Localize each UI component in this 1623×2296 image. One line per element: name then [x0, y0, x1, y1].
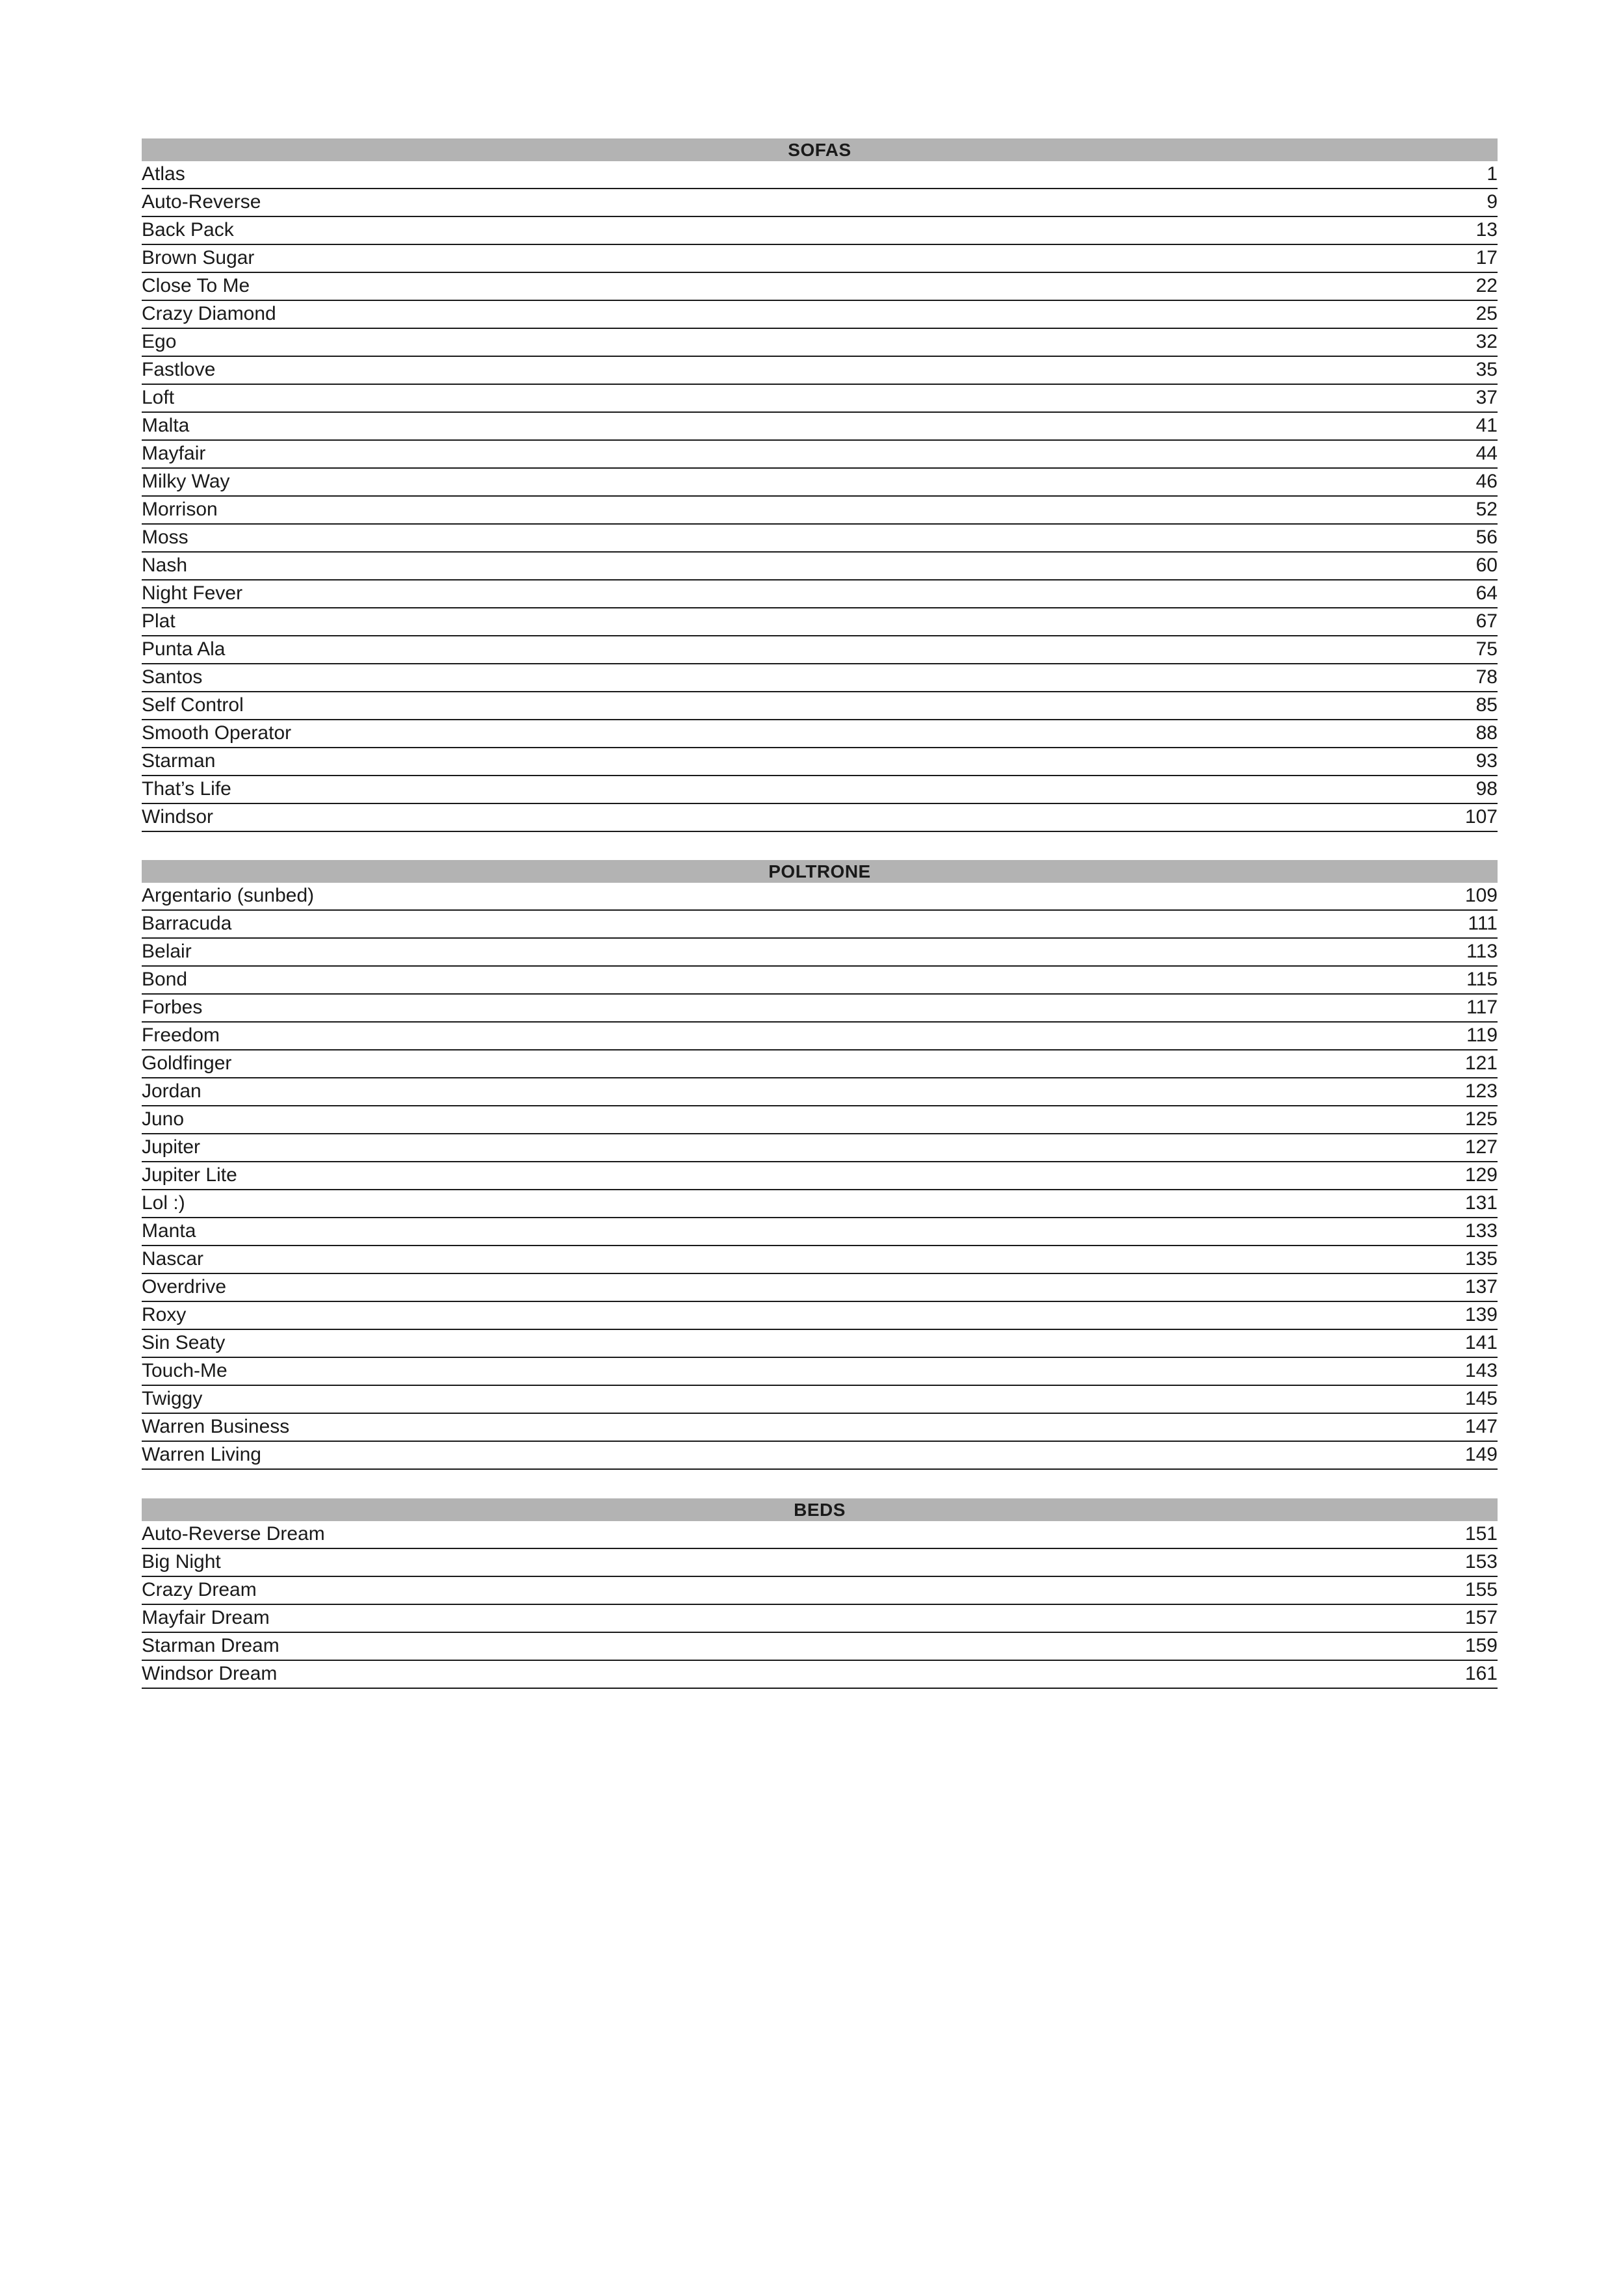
page-number: 145 — [1464, 1388, 1498, 1409]
item-name: Plat — [142, 610, 175, 632]
item-name: Roxy — [142, 1304, 187, 1325]
page-number: 109 — [1464, 885, 1498, 906]
item-name: Back Pack — [142, 219, 234, 241]
page-number: 37 — [1475, 387, 1498, 408]
item-name: Windsor Dream — [142, 1663, 278, 1684]
page-number: 98 — [1475, 778, 1498, 800]
index-row — [142, 1549, 1498, 1577]
item-name: Crazy Dream — [142, 1579, 257, 1600]
index-row — [142, 1162, 1498, 1190]
page-number: 137 — [1464, 1276, 1498, 1298]
item-name: Warren Business — [142, 1416, 290, 1437]
page-number: 22 — [1475, 275, 1498, 296]
index-row — [142, 1442, 1498, 1470]
page-number: 9 — [1487, 191, 1498, 213]
item-name: Smooth Operator — [142, 722, 292, 744]
section-header-sofas: SOFAS — [142, 138, 1498, 161]
index-row — [142, 883, 1498, 911]
index-row — [142, 301, 1498, 329]
item-name: Jordan — [142, 1080, 201, 1102]
item-name: Malta — [142, 415, 190, 436]
page-number: 151 — [1464, 1523, 1498, 1545]
page-number: 113 — [1466, 941, 1498, 962]
page-number: 44 — [1475, 443, 1498, 464]
index-row — [142, 357, 1498, 385]
index-row — [142, 217, 1498, 245]
index-row — [142, 967, 1498, 995]
index-row — [142, 413, 1498, 441]
index-row — [142, 273, 1498, 301]
page-number: 46 — [1475, 471, 1498, 492]
item-name: Jupiter Lite — [142, 1164, 237, 1186]
page-number: 131 — [1464, 1192, 1498, 1214]
index-row — [142, 911, 1498, 939]
index-row — [142, 776, 1498, 804]
index-row — [142, 1050, 1498, 1078]
page-number: 60 — [1475, 554, 1498, 576]
index-row — [142, 1330, 1498, 1358]
index-row — [142, 525, 1498, 553]
index-row — [142, 1605, 1498, 1633]
index-row — [142, 1386, 1498, 1414]
page-number: 85 — [1475, 694, 1498, 716]
item-name: Moss — [142, 527, 188, 548]
page-number: 149 — [1464, 1444, 1498, 1465]
item-name: Mayfair Dream — [142, 1607, 270, 1628]
item-name: Morrison — [142, 499, 218, 520]
index-row — [142, 1633, 1498, 1661]
item-name: Santos — [142, 666, 203, 688]
item-name: Twiggy — [142, 1388, 203, 1409]
index-row — [142, 1661, 1498, 1689]
page-number: 143 — [1464, 1360, 1498, 1381]
page-number: 155 — [1464, 1579, 1498, 1600]
index-row — [142, 329, 1498, 357]
page-number: 141 — [1464, 1332, 1498, 1353]
page-number: 125 — [1464, 1108, 1498, 1130]
index-row — [142, 720, 1498, 748]
page-number: 1 — [1487, 163, 1498, 185]
page-number: 139 — [1464, 1304, 1498, 1325]
index-row — [142, 608, 1498, 636]
item-name: That’s Life — [142, 778, 231, 800]
page-number: 17 — [1475, 247, 1498, 268]
item-name: Freedom — [142, 1024, 220, 1046]
item-name: Manta — [142, 1220, 196, 1242]
page-number: 159 — [1464, 1635, 1498, 1656]
page-number: 153 — [1464, 1551, 1498, 1572]
page-number: 13 — [1475, 219, 1498, 241]
page-number: 123 — [1464, 1080, 1498, 1102]
page-number: 157 — [1464, 1607, 1498, 1628]
item-name: Close To Me — [142, 275, 250, 296]
page-number: 135 — [1464, 1248, 1498, 1270]
index-row — [142, 1246, 1498, 1274]
index-row — [142, 1274, 1498, 1302]
index-row — [142, 1023, 1498, 1050]
page-number: 107 — [1464, 806, 1498, 828]
page-number: 127 — [1464, 1136, 1498, 1158]
index-row — [142, 939, 1498, 967]
page-number: 147 — [1464, 1416, 1498, 1437]
item-name: Forbes — [142, 997, 203, 1018]
item-name: Overdrive — [142, 1276, 227, 1298]
page-number: 32 — [1475, 331, 1498, 352]
index-row — [142, 161, 1498, 189]
item-name: Sin Seaty — [142, 1332, 226, 1353]
index-row — [142, 1358, 1498, 1386]
page-number: 75 — [1475, 638, 1498, 660]
item-name: Argentario (sunbed) — [142, 885, 315, 906]
page-number: 121 — [1464, 1052, 1498, 1074]
item-name: Brown Sugar — [142, 247, 255, 268]
index-row — [142, 497, 1498, 525]
index-row — [142, 1577, 1498, 1605]
page-number: 117 — [1466, 997, 1498, 1018]
section-rows-beds — [142, 1521, 1498, 1689]
index-row — [142, 385, 1498, 413]
index-row — [142, 1302, 1498, 1330]
index-row — [142, 804, 1498, 832]
item-name: Jupiter — [142, 1136, 201, 1158]
index-row — [142, 581, 1498, 608]
section-beds — [142, 1498, 1498, 1689]
item-name: Fastlove — [142, 359, 216, 380]
item-name: Lol :) — [142, 1192, 185, 1214]
page-number: 64 — [1475, 582, 1498, 604]
item-name: Ego — [142, 331, 177, 352]
item-name: Punta Ala — [142, 638, 226, 660]
index-row — [142, 441, 1498, 469]
index-row — [142, 189, 1498, 217]
page-number: 119 — [1466, 1024, 1498, 1046]
item-name: Mayfair — [142, 443, 206, 464]
page-number: 56 — [1475, 527, 1498, 548]
section-header-beds: BEDS — [142, 1498, 1498, 1521]
item-name: Crazy Diamond — [142, 303, 276, 324]
index-row — [142, 245, 1498, 273]
section-rows-poltrone — [142, 883, 1498, 1470]
item-name: Bond — [142, 969, 188, 990]
index-row — [142, 748, 1498, 776]
index-row — [142, 1190, 1498, 1218]
page-number: 67 — [1475, 610, 1498, 632]
page-number: 52 — [1475, 499, 1498, 520]
index-row — [142, 692, 1498, 720]
item-name: Windsor — [142, 806, 214, 828]
section-poltrone — [142, 860, 1498, 1470]
item-name: Loft — [142, 387, 175, 408]
item-name: Starman Dream — [142, 1635, 279, 1656]
item-name: Warren Living — [142, 1444, 261, 1465]
item-name: Goldfinger — [142, 1052, 232, 1074]
page-number: 78 — [1475, 666, 1498, 688]
page-number: 88 — [1475, 722, 1498, 744]
item-name: Touch-Me — [142, 1360, 227, 1381]
index-row — [142, 1218, 1498, 1246]
item-name: Starman — [142, 750, 216, 772]
section-sofas — [142, 138, 1498, 832]
index-row — [142, 469, 1498, 497]
item-name: Self Control — [142, 694, 244, 716]
page-number: 93 — [1475, 750, 1498, 772]
item-name: Milky Way — [142, 471, 230, 492]
item-name: Belair — [142, 941, 192, 962]
index-row — [142, 553, 1498, 581]
index-row — [142, 1414, 1498, 1442]
item-name: Night Fever — [142, 582, 243, 604]
item-name: Juno — [142, 1108, 185, 1130]
page-number: 111 — [1468, 913, 1498, 934]
index-row — [142, 1106, 1498, 1134]
page-number: 129 — [1464, 1164, 1498, 1186]
page-number: 25 — [1475, 303, 1498, 324]
item-name: Auto-Reverse — [142, 191, 261, 213]
item-name: Nash — [142, 554, 188, 576]
page-number: 161 — [1464, 1663, 1498, 1684]
index-row — [142, 1521, 1498, 1549]
index-row — [142, 1078, 1498, 1106]
page-number: 115 — [1466, 969, 1498, 990]
item-name: Barracuda — [142, 913, 232, 934]
page-number: 35 — [1475, 359, 1498, 380]
page-number: 133 — [1464, 1220, 1498, 1242]
item-name: Atlas — [142, 163, 185, 185]
section-header-poltrone: POLTRONE — [142, 860, 1498, 883]
page-number: 41 — [1475, 415, 1498, 436]
section-rows-sofas — [142, 161, 1498, 832]
item-name: Big Night — [142, 1551, 221, 1572]
item-name: Nascar — [142, 1248, 204, 1270]
item-name: Auto-Reverse Dream — [142, 1523, 325, 1545]
index-row — [142, 636, 1498, 664]
index-row — [142, 995, 1498, 1023]
index-row — [142, 664, 1498, 692]
index-row — [142, 1134, 1498, 1162]
